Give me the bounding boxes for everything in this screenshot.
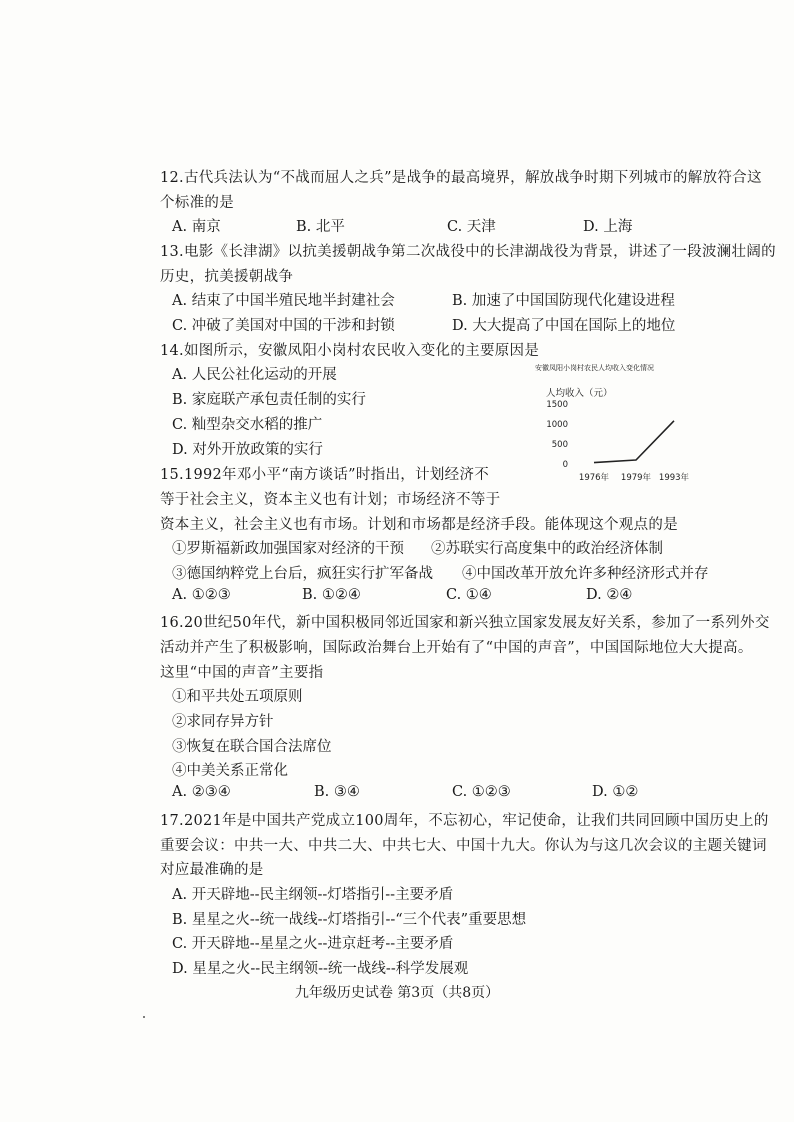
q12-option-d: D. 上海: [583, 219, 633, 235]
q12-stem-line2: 个标准的是: [160, 195, 234, 211]
y-tick-500: 500: [551, 440, 568, 450]
q17-stem-line2: 重要会议：中共一大、中共二大、中共七大、中国十九大。你认为与这几次会议的主题关键词: [160, 838, 767, 854]
q15-stem-line1: 15.1992年邓小平“南方谈话”时指出，计划经济不: [160, 467, 490, 483]
q16-stem-line1: 16.20世纪50年代，新中国积极同邻近国家和新兴独立国家发展友好关系，参加了一系列外交: [160, 615, 770, 631]
q15-option-b: B. ①②④: [302, 587, 361, 603]
q12-stem-line1: 12.古代兵法认为“不战而屈人之兵”是战争的最高境界，解放战争时期下列城市的解放符合这: [160, 170, 762, 186]
chart-ylabel: 人均收入（元）: [546, 388, 613, 399]
q15-item-2: ②苏联实行高度集中的政治经济体制: [431, 541, 663, 557]
x-tick-1993: 1993年: [658, 473, 690, 483]
q15-stem-line2: 等于社会主义，资本主义也有计划；市场经济不等于: [160, 492, 501, 508]
y-tick-1500: 1500: [546, 400, 568, 410]
q13-stem-line1: 13.电影《长津湖》以抗美援朝战争第二次战役中的长津湖战役为背景，讲述了一段波澜壮阔的: [160, 244, 776, 260]
scan-speck: [143, 1016, 145, 1018]
q17-option-c: C. 开天辟地--星星之火--进京赶考--主要矛盾: [172, 936, 454, 952]
q15-item-1: ①罗斯福新政加强国家对经济的干预: [172, 541, 404, 557]
q15-item-3: ③德国纳粹党上台后，疯狂实行扩军备战: [172, 566, 433, 582]
q15-option-a: A. ①②③: [172, 587, 231, 603]
q16-item-4: ④中美关系正常化: [172, 763, 288, 779]
q16-stem-line3: 这里“中国的声音”主要指: [160, 665, 324, 681]
q17-stem-line1: 17.2021年是中国共产党成立100周年，不忘初心，牢记使命，让我们共同回顾中国历史上的: [160, 813, 769, 829]
q17-option-d: D. 星星之火--民主纲领--统一战线--科学发展观: [172, 961, 469, 977]
q13-option-c: C. 冲破了美国对中国的干涉和封锁: [172, 318, 395, 334]
q16-option-d: D. ①②: [592, 784, 639, 800]
y-tick-1000: 1000: [546, 420, 568, 430]
q17-option-b: B. 星星之火--统一战线--灯塔指引--“三个代表”重要思想: [172, 912, 527, 928]
q13-stem-line2: 历史，抗美援朝战争: [160, 269, 294, 285]
q14-option-c: C. 籼型杂交水稻的推广: [172, 417, 323, 433]
income-series-line: [594, 421, 674, 463]
x-tick-1979: 1979年: [620, 473, 652, 483]
q13-option-d: D. 大大提高了中国在国际上的地位: [452, 318, 676, 334]
q13-option-a: A. 结束了中国半殖民地半封建社会: [172, 293, 395, 309]
q17-option-a: A. 开天辟地--民主纲领--灯塔指引--主要矛盾: [172, 887, 454, 903]
x-tick-1976: 1976年: [578, 473, 610, 483]
q14-option-b: B. 家庭联产承包责任制的实行: [172, 392, 366, 408]
q16-option-a: A. ②③④: [172, 784, 231, 800]
q12-option-b: B. 北平: [296, 219, 345, 235]
income-line-chart: [532, 360, 722, 490]
q14-option-d: D. 对外开放政策的实行: [172, 442, 323, 458]
q15-stem-line3: 资本主义，社会主义也有市场。计划和市场都是经济手段。能体现这个观点的是: [160, 517, 678, 533]
q12-option-c: C. 天津: [447, 219, 496, 235]
q16-stem-line2: 活动并产生了积极影响，国际政治舞台上开始有了“中国的声音”，中国国际地位大大提高。: [160, 640, 753, 656]
q15-option-c: C. ①④: [446, 587, 492, 603]
q16-item-1: ①和平共处五项原则: [172, 689, 303, 705]
y-tick-0: 0: [562, 460, 568, 470]
q15-item-4: ④中国改革开放允许多种经济形式并存: [462, 566, 709, 582]
q16-item-3: ③恢复在联合国合法席位: [172, 739, 332, 755]
q14-stem: 14.如图所示，安徽凤阳小岗村农民收入变化的主要原因是: [160, 343, 540, 359]
q12-option-a: A. 南京: [172, 219, 221, 235]
q13-option-b: B. 加速了中国国防现代化建设进程: [452, 293, 675, 309]
q14-option-a: A. 人民公社化运动的开展: [172, 367, 337, 383]
q16-option-b: B. ③④: [314, 784, 360, 800]
q16-option-c: C. ①②③: [452, 784, 511, 800]
page-footer: 九年级历史试卷 第3页（共8页）: [294, 985, 500, 1001]
chart-title: 安徽凤阳小岗村农民人均收入变化情况: [535, 364, 654, 372]
q15-option-d: D. ②④: [586, 587, 633, 603]
q17-stem-line3: 对应最准确的是: [160, 862, 264, 878]
q16-item-2: ②求同存异方针: [172, 714, 274, 730]
